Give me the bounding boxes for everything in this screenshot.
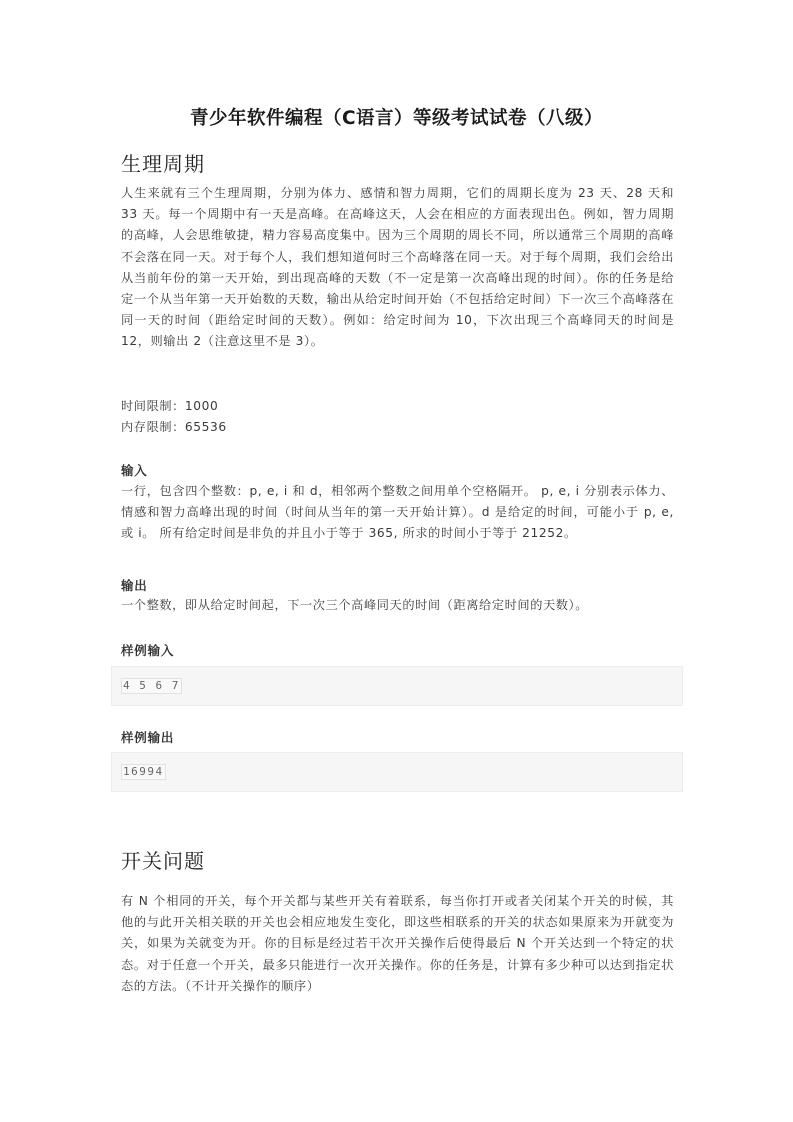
time-limit: 时间限制：1000 bbox=[121, 399, 219, 413]
input-heading: 输入 bbox=[121, 463, 148, 478]
output-description: 一个整数，即从给定时间起，下一次三个高峰同天的时间（距离给定时间的天数）。 bbox=[121, 598, 589, 612]
problem2-description: 有 N 个相同的开关，每个开关都与某些开关有着联系，每当你打开或者关闭某个开关的时候，其他的与此开关相关联的开关也会相应地发生变化，即这些相联系的开关的状态如果原来为开就变为关，如果为关就变为开。你的目标是经过若干次开关操作后使得最后 N 个开关达到一个特定的状态。对于任意一个开关，最多只能进行一次开关操作。你的任务是，计算有多少种可以达到指定状态的方法。（不计开关操作的顺序） bbox=[121, 894, 674, 993]
sample-output-code: 16994 bbox=[123, 765, 164, 778]
problem1-description: 人生来就有三个生理周期，分别为体力、感情和智力周期，它们的周期长度为 23 天、28 天和 33 天。每一个周期中有一天是高峰。在高峰这天，人会在相应的方面表现出色。例如，智力周期的高峰，人会思维敏捷，精力容易高度集中。因为三个周期的周长不同，所以通常三个周期的高峰不会落在同一天。对于每个人，我们想知道何时三个高峰落在同一天。对于每个周期，我们会给出从当前年份的第一天开始，到出现高峰的天数（不一定是第一次高峰出现的时间）。你的任务是给定一个从当年第一天开始数的天数，输出从给定时间开始（不包括给定时间）下一次三个高峰落在同一天的时间（距给定时间的天数）。例如：给定时间为 10，下次出现三个高峰同天的时间是 12，则输出 2（注意这里不是 3）。 bbox=[121, 186, 674, 349]
problem1-limits bbox=[121, 396, 227, 437]
memory-limit: 内存限制：65536 bbox=[121, 419, 227, 434]
sample-input-box bbox=[111, 666, 683, 706]
input-description: 一行，包含四个整数：p, e, i 和 d，相邻两个整数之间用单个空格隔开。 p, e, i 分别表示体力、情感和智力高峰出现的时间（时间从当年的第一天开始计算）。d 是给定的时间，可能小于 p, e, 或 i。 所有给定时间是非负的并且小于等于 365, 所求的时间小于等于 21252。 bbox=[121, 484, 674, 541]
document-title: 青少年软件编程（C语言）等级考试试卷（八级） bbox=[189, 108, 604, 129]
problem1-title: 生理周期 bbox=[121, 152, 205, 176]
sample-input-code: 4 5 6 7 bbox=[123, 679, 180, 692]
sample-output-box bbox=[111, 752, 683, 792]
problem2-title: 开关问题 bbox=[121, 849, 205, 873]
sample-output-heading: 样例输出 bbox=[121, 730, 175, 745]
sample-input-heading: 样例输入 bbox=[121, 643, 175, 658]
output-heading: 输出 bbox=[121, 578, 148, 593]
